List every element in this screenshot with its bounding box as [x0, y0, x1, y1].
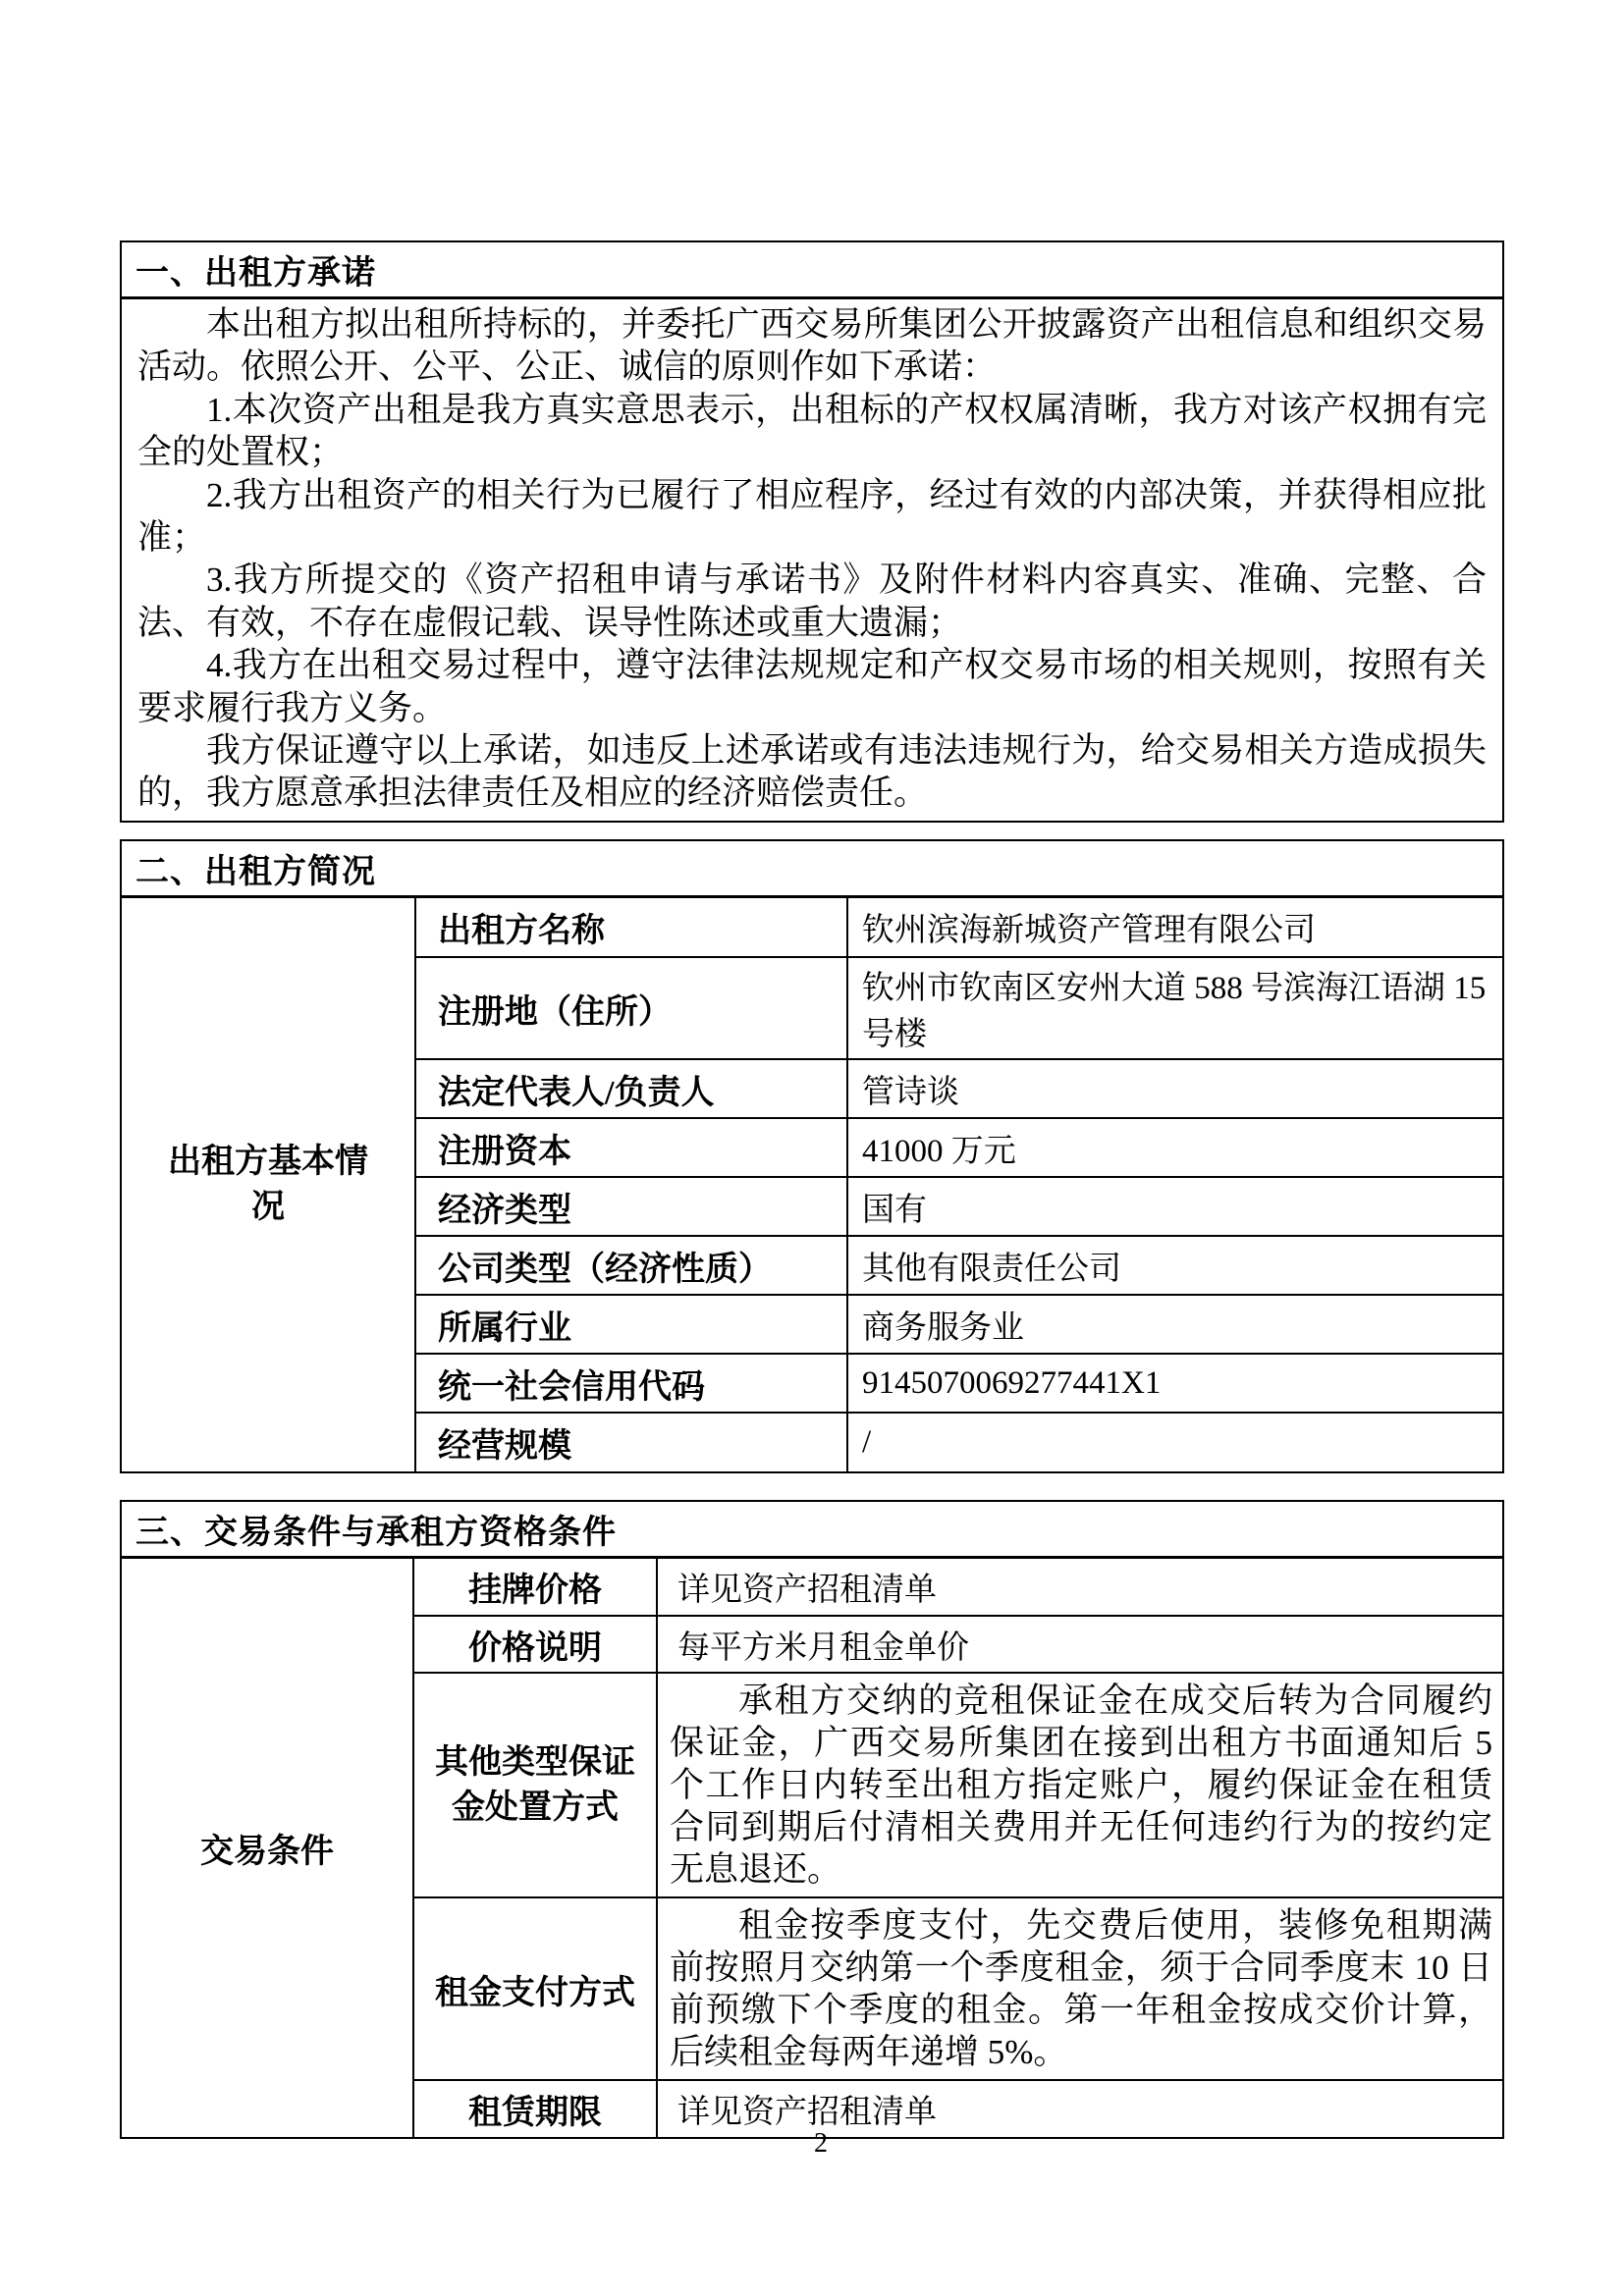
field-value-legal-representative: 管诗谈 [847, 1059, 1502, 1118]
group-cell-transaction-conditions [122, 1559, 413, 2137]
deposit-disposal-paragraph: 承租方交纳的竞租保证金在成交后转为合同履约保证金，广西交易所集团在接到出租方书面通知后 5 个工作日内转至出租方指定账户，履约保证金在租赁合同到期后付清相关费用并无任何违约行为的按约定无息退还。 [670, 1682, 1492, 1889]
field-value-price-note: 每平方米月租金单价 [657, 1616, 1502, 1673]
section2-title-row [122, 841, 1502, 898]
field-label-price-note: 价格说明 [413, 1616, 657, 1673]
field-value-credit-code: 9145070069277441X1 [847, 1354, 1502, 1413]
field-label-listing-price: 挂牌价格 [413, 1559, 657, 1616]
section1-title-row [122, 242, 1502, 299]
field-label-credit-code: 统一社会信用代码 [415, 1354, 847, 1413]
commitment-paragraph-intro: 本出租方拟出租所持标的，并委托广西交易所集团公开披露资产出租信息和组织交易活动。依照公开、公平、公正、诚信的原则作如下承诺： [137, 305, 1487, 387]
field-label-business-scale: 经营规模 [415, 1413, 847, 1471]
section-lessor-commitment [120, 240, 1504, 823]
field-label-lessor-name: 出租方名称 [415, 898, 847, 957]
page-number: 2 [814, 2128, 828, 2159]
commitment-paragraph-2: 2.我方出租资产的相关行为已履行了相应程序，经过有效的内部决策，并获得相应批准； [137, 475, 1487, 558]
section2-title: 二、出租方简况 [135, 854, 376, 890]
section3-title-row [122, 1502, 1502, 1559]
commitment-paragraph-4: 4.我方在出租交易过程中，遵守法律法规规定和产权交易市场的相关规则，按照有关要求履行我方义务。 [137, 646, 1487, 727]
field-value-lessor-name: 钦州滨海新城资产管理有限公司 [847, 898, 1502, 957]
section1-body [122, 299, 1502, 821]
field-value-business-scale: / [847, 1413, 1502, 1471]
commitment-paragraph-3: 3.我方所提交的《资产招租申请与承诺书》及附件材料内容真实、准确、完整、合法、有效，不存在虚假记载、误导性陈述或重大遗漏； [137, 561, 1487, 642]
field-value-lease-term: 详见资产招租清单 [657, 2080, 1502, 2137]
field-value-industry: 商务服务业 [847, 1295, 1502, 1354]
lessor-profile-table [122, 898, 1502, 1471]
section-transaction-conditions [120, 1500, 1504, 2139]
field-label-lease-term: 租赁期限 [413, 2080, 657, 2137]
group-label-transaction-conditions: 交易条件 [200, 1834, 334, 1870]
field-label-registered-address: 注册地（住所） [415, 957, 847, 1059]
section1-title: 一、出租方承诺 [135, 255, 376, 292]
section3-title: 三、交易条件与承租方资格条件 [135, 1515, 617, 1551]
group-label-lessor-basic-info: 出租方基本情况 [168, 1144, 368, 1225]
field-label-company-type: 公司类型（经济性质） [415, 1236, 847, 1295]
transaction-conditions-table [122, 1559, 1502, 2137]
field-label-industry: 所属行业 [415, 1295, 847, 1354]
field-value-registered-capital: 41000 万元 [847, 1118, 1502, 1177]
group-cell-lessor-basic-info [122, 898, 415, 1471]
section-lessor-profile [120, 839, 1504, 1473]
field-value-company-type: 其他有限责任公司 [847, 1236, 1502, 1295]
field-value-registered-address: 钦州市钦南区安州大道 588 号滨海江语湖 15 号楼 [847, 957, 1502, 1059]
field-value-rent-payment [657, 1897, 1502, 2080]
rent-payment-paragraph: 租金按季度支付，先交费后使用，装修免租期满前按照月交纳第一个季度租金，须于合同季度末 10 日前预缴下个季度的租金。第一年租金按成交价计算，后续租金每两年递增 5%。 [670, 1906, 1492, 2071]
field-label-legal-representative: 法定代表人/负责人 [415, 1059, 847, 1118]
deposit-disposal-label-text: 其他类型保证金处置方式 [435, 1743, 635, 1826]
commitment-paragraph-closing: 我方保证遵守以上承诺，如违反上述承诺或有违法违规行为，给交易相关方造成损失的，我方愿意承担法律责任及相应的经济赔偿责任。 [137, 731, 1487, 813]
field-label-economic-type: 经济类型 [415, 1177, 847, 1236]
field-value-listing-price: 详见资产招租清单 [657, 1559, 1502, 1616]
field-label-rent-payment: 租金支付方式 [413, 1897, 657, 2080]
field-value-deposit-disposal [657, 1673, 1502, 1897]
commitment-paragraph-1: 1.本次资产出租是我方真实意思表示，出租标的产权权属清晰，我方对该产权拥有完全的处置权； [137, 390, 1487, 472]
field-label-deposit-disposal [413, 1673, 657, 1897]
field-value-economic-type: 国有 [847, 1177, 1502, 1236]
field-label-registered-capital: 注册资本 [415, 1118, 847, 1177]
